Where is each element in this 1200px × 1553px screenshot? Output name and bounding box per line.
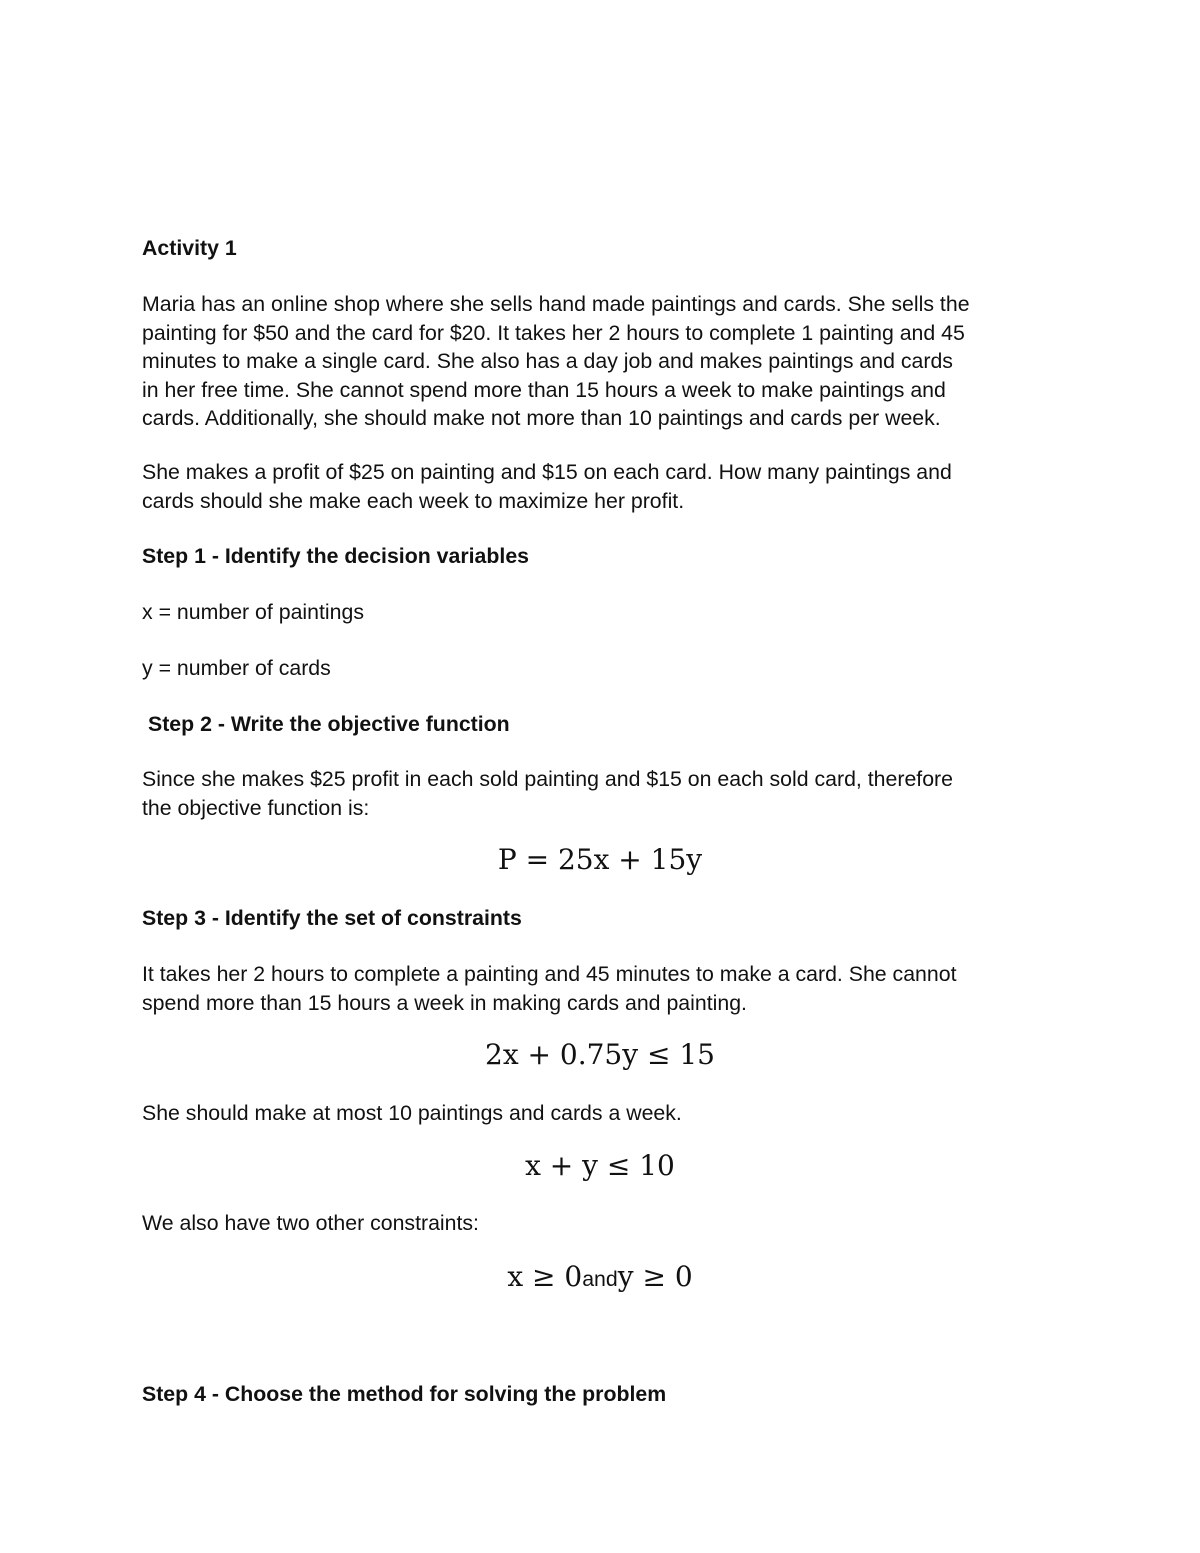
problem-line: Maria has an online shop where she sells hand made paintings and cards. She sells the bbox=[142, 292, 970, 316]
question-line: She makes a profit of $25 on painting and $15 on each card. How many paintings and bbox=[142, 460, 952, 484]
other-constraints-text: We also have two other constraints: bbox=[142, 1211, 479, 1235]
question-line: cards should she make each week to maximize her profit. bbox=[142, 488, 685, 513]
problem-line: minutes to make a single card. She also has a day job and makes paintings and cards bbox=[142, 349, 953, 374]
step3-heading: Step 3 - Identify the set of constraints bbox=[142, 906, 522, 930]
nonneg-y-equation: y ≥ 0 bbox=[617, 1260, 693, 1293]
variable-y-definition: y = number of cards bbox=[142, 656, 331, 680]
step2-line: the objective function is: bbox=[142, 795, 370, 820]
step3-line: It takes her 2 hours to complete a painting and 45 minutes to make a card. She cannot bbox=[142, 962, 957, 986]
and-joiner: and bbox=[582, 1267, 618, 1291]
quantity-constraint-equation: x + y ≤ 10 bbox=[525, 1149, 675, 1182]
problem-line: cards. Additionally, she should make not more than 10 paintings and cards per week. bbox=[142, 406, 941, 431]
problem-line: painting for $50 and the card for $20. It takes her 2 hours to complete 1 painting and 45 bbox=[142, 320, 965, 345]
nonnegativity-constraints bbox=[142, 1260, 1058, 1296]
quantity-constraint-text: She should make at most 10 paintings and cards a week. bbox=[142, 1101, 682, 1125]
step3-line: spend more than 15 hours a week in making cards and painting. bbox=[142, 990, 747, 1015]
step2-heading: Step 2 - Write the objective function bbox=[148, 712, 510, 736]
step2-paragraph bbox=[142, 765, 1072, 822]
nonneg-x-equation: x ≥ 0 bbox=[507, 1260, 583, 1293]
step2-line: Since she makes $25 profit in each sold painting and $15 on each sold card, therefore bbox=[142, 767, 953, 791]
time-constraint-equation: 2x + 0.75y ≤ 15 bbox=[485, 1038, 715, 1071]
activity-title: Activity 1 bbox=[142, 236, 237, 260]
question-paragraph bbox=[142, 458, 1072, 515]
step3-paragraph bbox=[142, 960, 1072, 1017]
step1-heading: Step 1 - Identify the decision variables bbox=[142, 544, 530, 568]
variable-x-definition: x = number of paintings bbox=[142, 600, 364, 624]
problem-line: in her free time. She cannot spend more than 15 hours a week to make paintings and bbox=[142, 377, 946, 402]
step4-heading: Step 4 - Choose the method for solving the problem bbox=[142, 1382, 667, 1406]
objective-function-equation: P = 25x + 15y bbox=[497, 843, 703, 876]
problem-paragraph bbox=[142, 290, 1072, 433]
